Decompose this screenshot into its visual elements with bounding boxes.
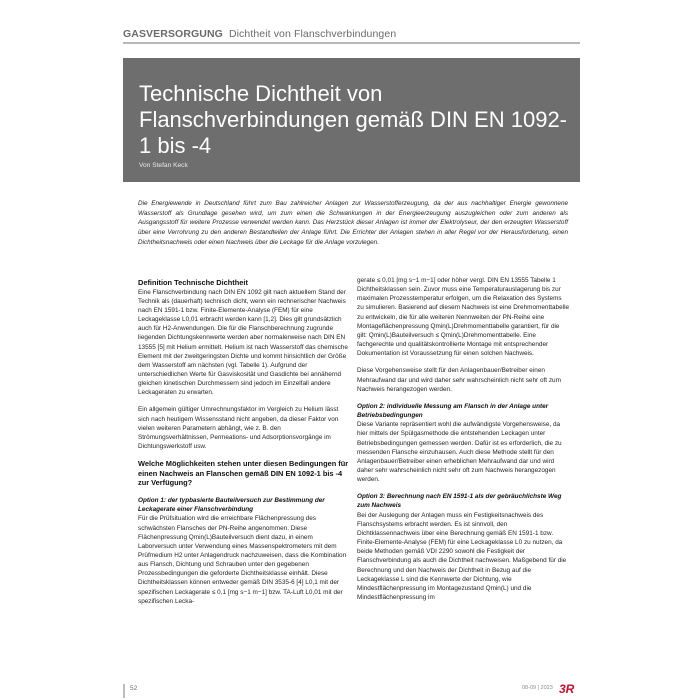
page-number: 52 xyxy=(130,685,138,692)
heading-option-3: Option 3: Berechnung nach EN 1591-1 als der gebräuchlichste Weg zum Nachweis xyxy=(357,493,562,510)
topic-label: Dichtheit von Flanschverbindungen xyxy=(228,28,397,40)
running-header xyxy=(123,28,396,40)
header-divider xyxy=(123,42,580,44)
intro-abstract: Die Energiewende in Deutschland führt zum Bau zahlreicher Anlagen zur Wasserstofferzeugung, da der aus nachhaltiger Energie gewonnene Wasserstoff als Grundlage gesehen wird, um zum einen die Schwankungen in der Energieerzeugung auszugleichen oder zum anderen als Ausgangsstoff für weitere Prozesse verwendet werden kann. Das Herzstück dieser Anlagen ist immer der Elektrolyseur, der den erzeugten Wasserstoff über eine Verrohrung zu den anderen Bestandteilen der Anlage führt. Die Errichter der Anlagen stehen in aller Regel vor der Herausforderung, einen Dichtheitsnachweis oder einen Nachweis über die Leckage für die Anlage vorzulegen. xyxy=(138,200,568,246)
article-title: Technische Dichtheit von Flanschverbindungen gemäß DIN EN 1092-1 bis -4 xyxy=(139,80,568,158)
heading-options: Welche Möglichkeiten stehen unter diesen Bedingungen für einen Nachweis an Flanschen gemäß DIN EN 1092-1 bis -4 zur Verfügung? xyxy=(138,459,349,488)
author-line: Von Stefan Keck xyxy=(139,162,188,169)
paragraph: Bei der Auslegung der Anlagen muss ein Festigkeitsnachweis des Flanschsystems erbracht werden. Es ist sinnvoll, den Dichtklassennachweis über eine Berechnung gemäß EN 1591-1 bzw. Finite-Elemente-Analyse (FEM) für eine Leckageklasse L0 zu nutzen, da beide Methoden gemäß VDI 2290 sowohl die Festigkeit der Flanschverbindung als auch die Dichtheit nachweisen. Maßgebend für die Berechnung und den Nachweis der Dichtheit in Bezug auf die Leckageklasse L sind die Kennwerte der Dichtung, wie Mindestflächenpressung im Montagezustand Qmin(L) und die Mindestflächenpressung im xyxy=(357,511,567,601)
logo-text: 3R xyxy=(559,682,575,695)
heading-option-1: Option 1: der typbasierte Bauteilversuch zur Bestimmung der Leckagerate einer Flanschverbindung xyxy=(138,497,325,514)
heading-definition: Definition Technische Dichtheit xyxy=(138,278,248,287)
paragraph: Diese Variante repräsentiert wohl die aufwändigste Vorgehensweise, da hier mittels der Spülgasmethode die entstehenden Leckagen unter Betriebsbedingungen gemessen werden. Dafür ist es erforderlich, die zu messenden Flansche einzuhausen. Auch diese Methode stellt für den Anlagenbauer/Betreiber einen erheblichen Mehraufwand dar und wird daher sehr wahrscheinlich nicht sehr oft zum Nachweis herangezogen werden. xyxy=(357,421,562,484)
paragraph: Eine Flanschverbindung nach DIN EN 1092 gilt nach aktuellem Stand der Technik als (dauerhaft) technisch dicht, wenn ein rechnerischer Nachweis nach EN 1591-1 bzw. Finite-Elemente-Analyse (FEM) für eine Leckageklasse L0,01 erbracht werden kann [1,2]. Dies gilt grundsätzlich auch für H2-Anwendungen. Die für die Flanschberechnung zugrunde liegenden Dichtungskennwerte werden aber normalerweise nach DIN EN 13555 [5] mit Helium ermittelt. Helium ist nach Wasserstoff das chemische Element mit der zweitgeringsten Dichte und kommt hinsichtlich der Größe dem Wasserstoff am nächsten (vgl. Tabelle 1). Aufgrund der unterschiedlichen Werte für Gasviskosität und Gasdichte bei annähernd gleichen kinetischen Durchmessern sind jedoch im Einzelfall andere Leckageraten zu erwarten. xyxy=(138,288,348,397)
paragraph: Für die Prüfsituation wird die erreichbare Flächenpressung des schwächsten Flansches der PN-Reihe angenommen. Diese Flächenpressung Qmin(L)Bauteilversuch dient dazu, in einem Laborversuch unter Verwendung eines Massenspektrometers mit dem Prüfmedium H2 unter Anlagendruck nachzuweisen, dass die Kombination aus Flansch, Dichtung und Schrauben unter den gegebenen Prozessbedingungen die geforderte Dichtheitsklasse einhält. Diese Dichtheitsklassen können entweder gemäß DIN 3535-6 [4] L0,1 mit der spezifischen Leckagerate ≤ 0,1 [mg s−1 m−1] bzw. TA-Luft L0,01 mit der spezifischen Lecka- xyxy=(138,515,347,605)
paragraph: Diese Vorgehensweise stellt für den Anlagenbauer/Betreiber einen Mehraufwand dar und wird daher sehr wahrscheinlich nicht sehr oft zum Nachweis herangezogen werden. xyxy=(357,367,561,393)
issue-label: 08-09 | 2023 xyxy=(522,685,553,691)
paragraph: gerate ≤ 0,01 [mg s−1 m−1] oder höher vergl. DIN EN 13555 Tabelle 1 Dichtheitsklassen sein. Zuvor muss eine Temperaturauslagerung bis zur maximalen Prozesstemperatur erfolgen, um die Relaxation des Systems zu simulieren. Basierend auf diesem Nachweis ist eine Drehmomenttabelle zu entwickeln, die für alle weiteren Nennweiten der PN-Reihe eine Montageflächenpressung Qmin(L)Drehmomenttabelle garantiert, für die gilt: Qmin(L)Bauteilversuch ≤ Qmin(L)Drehmomenttabelle. Eine fachgerechte und qualitätskontrollierte Montage mit entsprechender Dokumentation ist Voraussetzung für einen solchen Nachweis. xyxy=(357,277,570,358)
title-banner xyxy=(123,58,580,182)
publisher-logo-icon xyxy=(558,681,578,695)
heading-option-2: Option 2: individuelle Messung am Flansch in der Anlage unter Betriebsbedingungen xyxy=(357,402,549,420)
footer-divider xyxy=(123,684,125,698)
paragraph: Ein allgemein gültiger Umrechnungsfaktor im Vergleich zu Helium lässt sich nach heutigem Wissensstand nicht angeben, da dieser Faktor von vielen weiteren Parametern abhängt, wie z. B. den Strömungsverhältnissen, Permeations- und Adsorptionsvorgänge im Dichtungswerkstoff usw. xyxy=(138,406,339,451)
section-label: GASVERSORGUNG xyxy=(123,28,223,40)
right-column xyxy=(357,276,570,610)
left-column xyxy=(138,278,351,614)
